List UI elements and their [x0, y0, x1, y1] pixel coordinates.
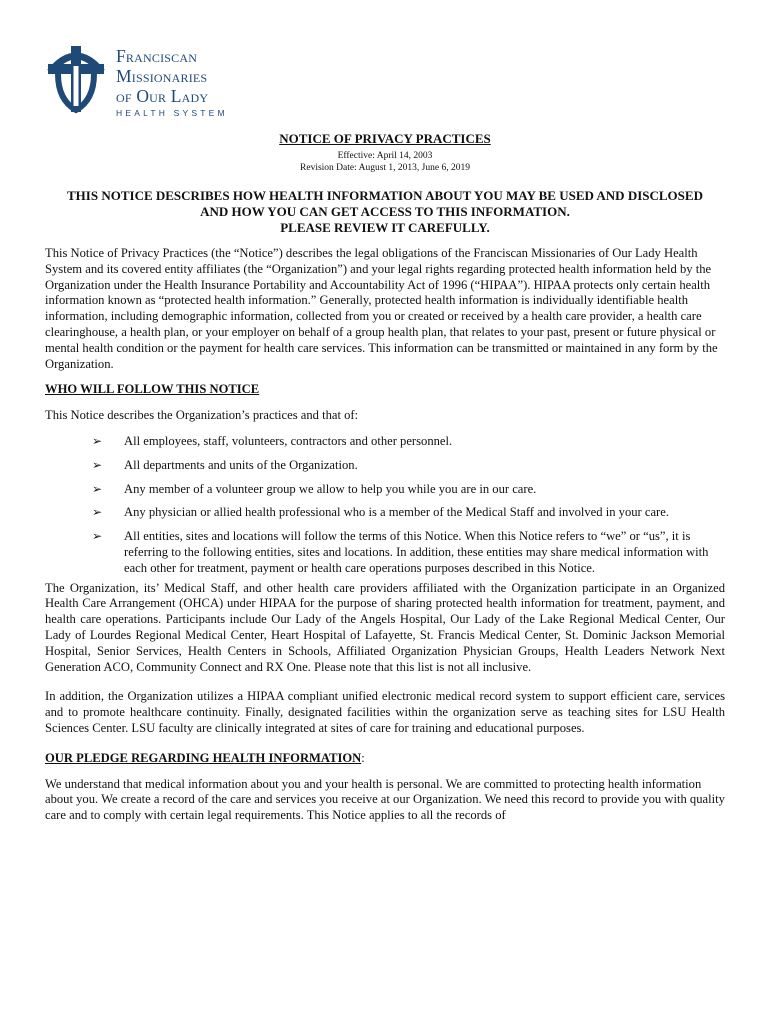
- list-item: [82, 434, 725, 450]
- document-title: NOTICE OF PRIVACY PRACTICES: [279, 131, 491, 146]
- list-item: [82, 529, 725, 576]
- arrow-bullet-icon: ➢: [92, 505, 103, 520]
- notice-heading-line-2: AND HOW YOU CAN GET ACCESS TO THIS INFORMATION.: [200, 204, 570, 219]
- list-item-text: All employees, staff, volunteers, contractors and other personnel.: [124, 433, 453, 448]
- arrow-bullet-icon: ➢: [92, 481, 103, 496]
- list-item: [82, 482, 725, 498]
- effective-date: Effective: April 14, 2003: [337, 151, 433, 161]
- pledge-heading-colon: :: [361, 750, 365, 765]
- pledge-heading-line: [45, 751, 725, 767]
- logo-subtitle: HEALTH SYSTEM: [116, 108, 228, 118]
- arrow-bullet-icon: ➢: [92, 433, 103, 448]
- ohca-paragraph: The Organization, its’ Medical Staff, and other health care providers affiliated with the Organization participate in an Organized Health Care Arrangement (OHCA) under HIPAA for the purpose of sharing protected health information for treatment, payment, and health care operations. Participants include Our Lady of the Angels Hospital, Our Lady of the Lake Regional Medical Center, Our Lady of Lourdes Regional Medical Center, Heart Hospital of Lafayette, St. Francis Medical Center, St. Dominic Jackson Memorial Hospital, Senior Services, Health Centers in Schools, Affiliated Organization Physician Groups, Health Leaders Network Next Generation ACO, Community Connect and RX One. Please note that this list is not all inclusive.: [45, 580, 725, 674]
- pledge-paragraph: We understand that medical information about you and your health is personal. We are committed to protecting health information about you. We create a record of the care and services you receive at our Organization. We need this record to provide you with quality care and to comply with certain legal requirements. This Notice applies to all the records of: [45, 776, 725, 823]
- list-item-text: All departments and units of the Organization.: [124, 457, 358, 472]
- arrow-bullet-icon: ➢: [92, 529, 103, 544]
- notice-heading-line-1: THIS NOTICE DESCRIBES HOW HEALTH INFORMATION ABOUT YOU MAY BE USED AND DISCLOSED: [67, 188, 703, 203]
- list-item-text: Any member of a volunteer group we allow to help you while you are in our care.: [124, 481, 537, 496]
- who-intro-paragraph: This Notice describes the Organization’s practices and that of:: [45, 408, 359, 423]
- document-body: [45, 130, 725, 824]
- covered-parties-list: [45, 434, 725, 577]
- logo-wordmark: [116, 46, 228, 118]
- revision-date: Revision Date: August 1, 2013, June 6, 2019: [300, 163, 470, 173]
- list-item-text: Any physician or allied health professional who is a member of the Medical Staff and involved in your care.: [124, 505, 669, 520]
- arrow-bullet-icon: ➢: [92, 457, 103, 472]
- emr-paragraph: In addition, the Organization utilizes a HIPAA compliant unified electronic medical record system to support efficient care, services and to promote healthcare continuity. Finally, designated facilities within the organization serve as teaching sites for LSU Health Sciences Center. LSU faculty are clinically integrated at sites of care for training and educational purposes.: [45, 689, 725, 735]
- list-item-text: All entities, sites and locations will follow the terms of this Notice. When this Notice refers to “we” or “us”, it is referring to the following entities, sites and locations. In addition, these entities may share medical information with each other for treatment, payment or health care operations purposes described in this Notice.: [124, 529, 709, 575]
- list-item: [82, 505, 725, 521]
- notice-heading-line-3: PLEASE REVIEW IT CAREFULLY.: [280, 220, 490, 235]
- list-item: [82, 458, 725, 474]
- pledge-heading: OUR PLEDGE REGARDING HEALTH INFORMATION: [45, 750, 362, 765]
- document-dates: [45, 150, 725, 174]
- who-will-follow-heading: WHO WILL FOLLOW THIS NOTICE: [45, 382, 260, 397]
- logo-line-1: Franciscan: [116, 46, 198, 66]
- intro-paragraph: This Notice of Privacy Practices (the “Notice”) describes the legal obligations of the Franciscan Missionaries of Our Lady Health System and its covered entity affiliates (the “Organization”) and your legal rights regarding protected health information held by the Organization under the Health Insurance Portability and Accountability Act of 1996 (“HIPAA”). HIPAA protects only certain health information known as “protected health information.” Generally, protected health information is individually identifiable health information, including demographic information, collected from you or created or received by a health care provider, a health care clearinghouse, a health plan, or your employer on behalf of a group health plan, that relates to your past, present or future physical or mental health condition or the payment for health care services. This information can be transmitted or maintained in any form by the Organization.: [45, 246, 718, 371]
- logo-line-2: Missionaries: [116, 66, 208, 86]
- organization-logo: [44, 44, 244, 116]
- notice-heading: [45, 188, 725, 236]
- logo-line-3: of Our Lady: [116, 86, 209, 106]
- cross-emblem-icon: [44, 44, 108, 114]
